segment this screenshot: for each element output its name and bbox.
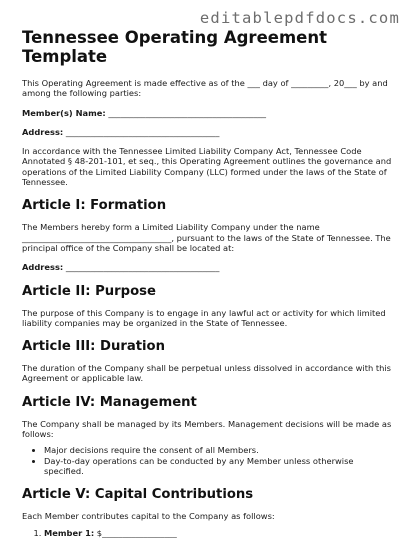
article-1-heading: Article I: Formation	[22, 198, 167, 214]
article-5-text: Each Member contributes capital to the Company as follows:	[22, 511, 275, 522]
intro-paragraph: This Operating Agreement is made effective as of the ___ day of _________, 20___ by and among the following parties:	[22, 78, 388, 99]
article-2-text: The purpose of this Company is to engage in any lawful act or activity for which limited liability companies may be organized in the State of Tennessee.	[22, 307, 386, 328]
preamble-paragraph: In accordance with the Tennessee Limited Liability Company Act, Tennessee Code Annotated § 48-201-101, et seq., this Operating Agreement outlines the governance and operations of the Limited Liability Company (LLC) formed under the laws of the State of Tennessee.	[22, 146, 392, 188]
members-name-blank: ______________________________________	[105, 107, 267, 118]
capital-contributions-list	[22, 528, 394, 538]
list-item: • Major decisions require the consent of all Members.	[44, 445, 394, 455]
document-page	[22, 29, 394, 538]
principal-office-address-field	[22, 262, 394, 272]
article-3-text: The duration of the Company shall be perpetual unless dissolved in accordance with this Agreement or applicable law.	[22, 363, 391, 384]
article-3-heading: Article III: Duration	[22, 339, 166, 355]
members-name-field	[22, 108, 394, 118]
article-5-heading: Article V: Capital Contributions	[22, 487, 254, 503]
article-1-text: The Members hereby form a Limited Liability Company under the name ____________________________________, pursuant to the laws of the State of Tennessee. The principal office of the Company shall be located at:	[22, 222, 391, 253]
document-title: Tennessee Operating Agreement Template	[22, 28, 327, 66]
list-item: • Day-to-day operations can be conducted by any Member unless otherwise specified.	[44, 456, 394, 477]
article-4-text: The Company shall be managed by its Members. Management decisions will be made as follows:	[22, 418, 392, 440]
site-watermark: editablepdfdocs.com	[199, 9, 400, 27]
member-1-label: Member 1:	[44, 527, 95, 538]
address-blank: _____________________________________	[63, 126, 220, 137]
article-2-heading: Article II: Purpose	[22, 283, 156, 299]
article-4-heading: Article IV: Management	[22, 394, 197, 410]
list-item	[44, 528, 394, 538]
address-field	[22, 127, 394, 137]
principal-office-address-label: Address:	[22, 262, 64, 273]
member-1-amount-blank: $__________________	[94, 527, 177, 538]
members-name-label: Member(s) Name:	[22, 107, 106, 118]
management-rules-list	[22, 445, 394, 476]
address-label: Address:	[22, 126, 64, 137]
principal-office-address-blank: _____________________________________	[63, 262, 220, 273]
